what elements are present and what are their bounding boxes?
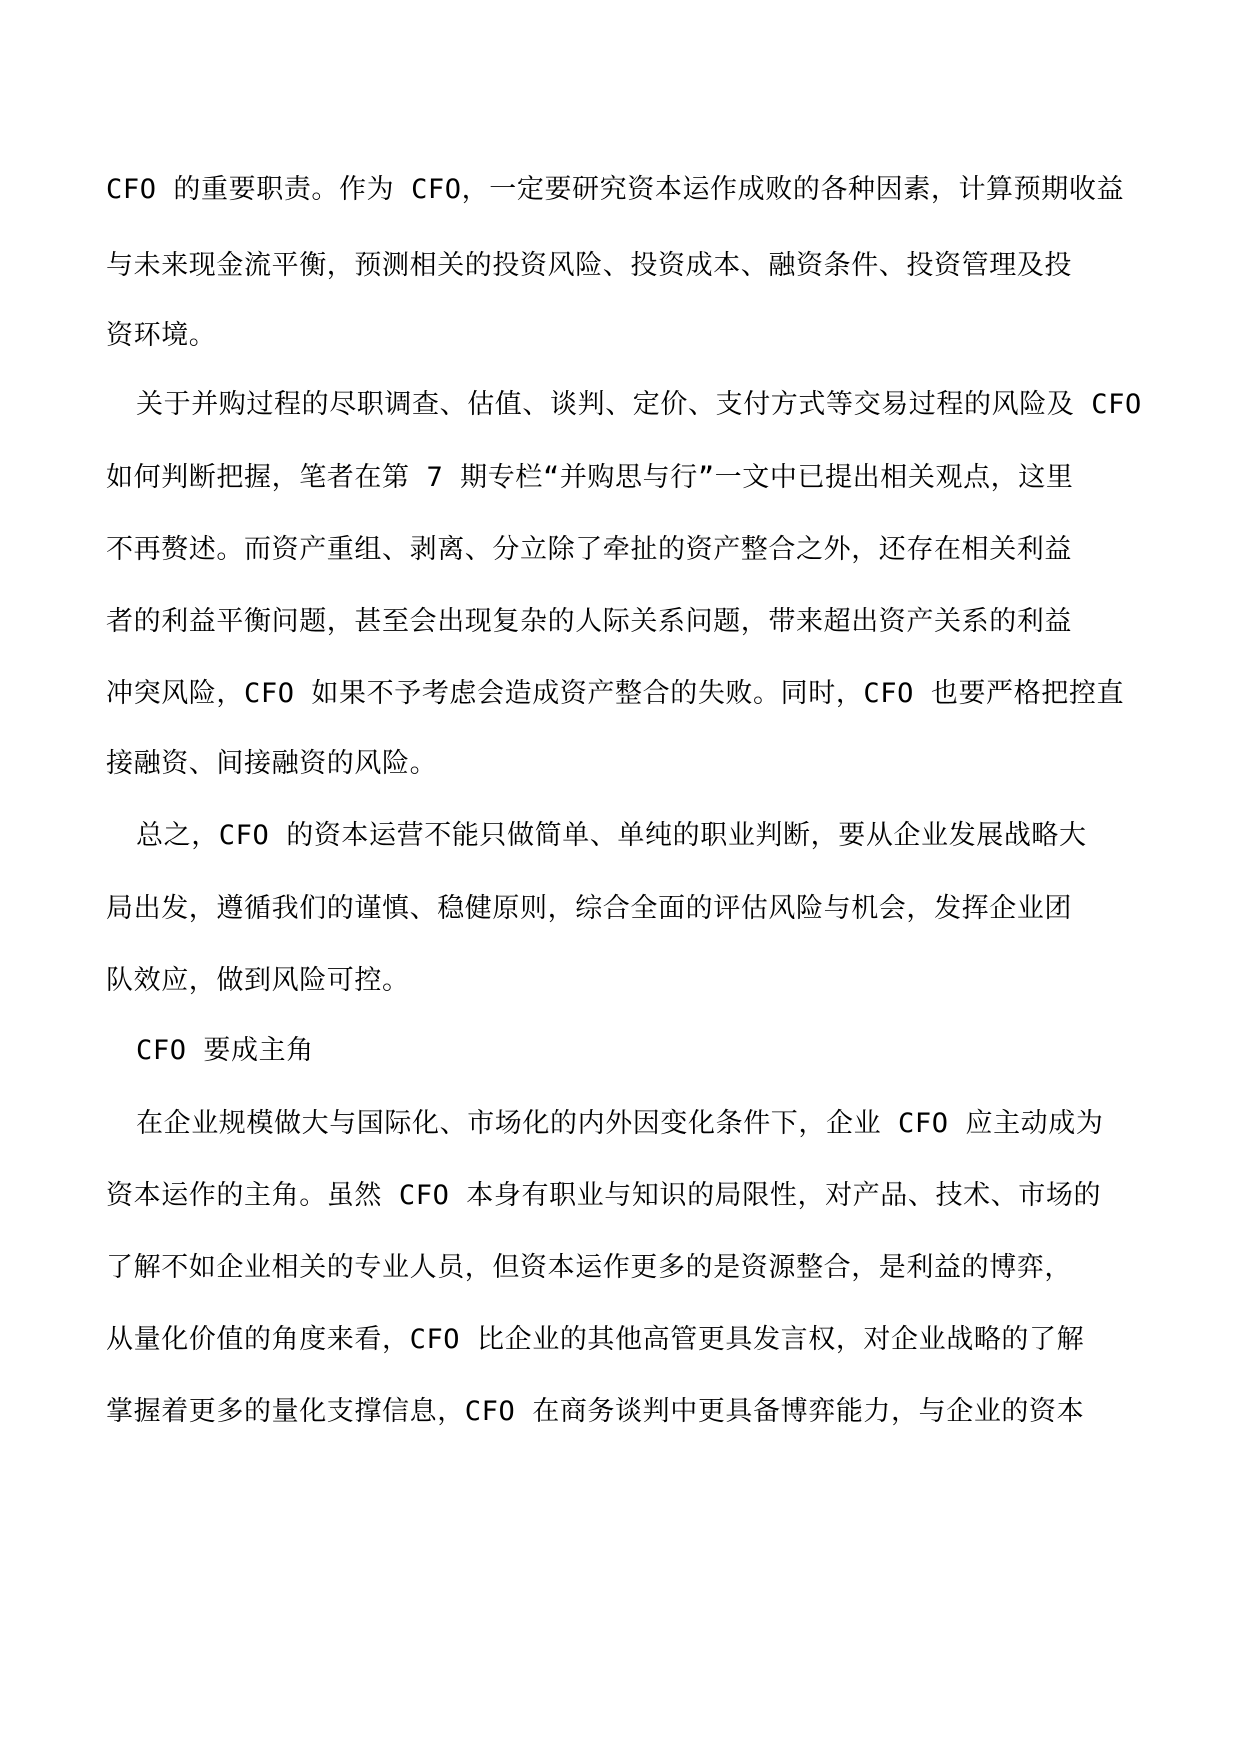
text-line: 资本运作的主角。虽然 CFO 本身有职业与知识的局限性，对产品、技术、市场的 — [106, 1180, 1102, 1211]
text-line: 了解不如企业相关的专业人员，但资本运作更多的是资源整合，是利益的博弈， — [106, 1252, 1072, 1283]
paragraph-first-line: 总之，CFO 的资本运营不能只做简单、单纯的职业判断，要从企业发展战略大 — [136, 820, 1087, 851]
text-line: 资环境。 — [106, 320, 217, 351]
paragraph-first-line: 在企业规模做大与国际化、市场化的内外因变化条件下，企业 CFO 应主动成为 — [136, 1108, 1104, 1139]
text-line: 者的利益平衡问题，甚至会出现复杂的人际关系问题，带来超出资产关系的利益 — [106, 606, 1072, 637]
text-line: 局出发，遵循我们的谨慎、稳健原则，综合全面的评估风险与机会，发挥企业团 — [106, 893, 1072, 924]
text-line: 队效应，做到风险可控。 — [106, 965, 410, 996]
text-line: 从量化价值的角度来看，CFO 比企业的其他高管更具发言权，对企业战略的了解 — [106, 1324, 1085, 1355]
text-line: 接融资、间接融资的风险。 — [106, 748, 438, 779]
text-line: 冲突风险，CFO 如果不予考虑会造成资产整合的失败。同时，CFO 也要严格把控直 — [106, 678, 1125, 709]
text-line: 掌握着更多的量化支撑信息，CFO 在商务谈判中更具备博弈能力，与企业的资本 — [106, 1396, 1085, 1427]
section-heading: CFO 要成主角 — [136, 1035, 314, 1066]
paragraph-first-line: 关于并购过程的尽职调查、估值、谈判、定价、支付方式等交易过程的风险及 CFO — [136, 389, 1142, 420]
text-line: 与未来现金流平衡，预测相关的投资风险、投资成本、融资条件、投资管理及投 — [106, 250, 1072, 281]
text-line: 不再赘述。而资产重组、剥离、分立除了牵扯的资产整合之外，还存在相关利益 — [106, 534, 1072, 565]
text-line: 如何判断把握，笔者在第 7 期专栏“并购思与行”一文中已提出相关观点，这里 — [106, 462, 1074, 493]
text-line: CFO 的重要职责。作为 CFO，一定要研究资本运作成败的各种因素，计算预期收益 — [106, 174, 1125, 205]
